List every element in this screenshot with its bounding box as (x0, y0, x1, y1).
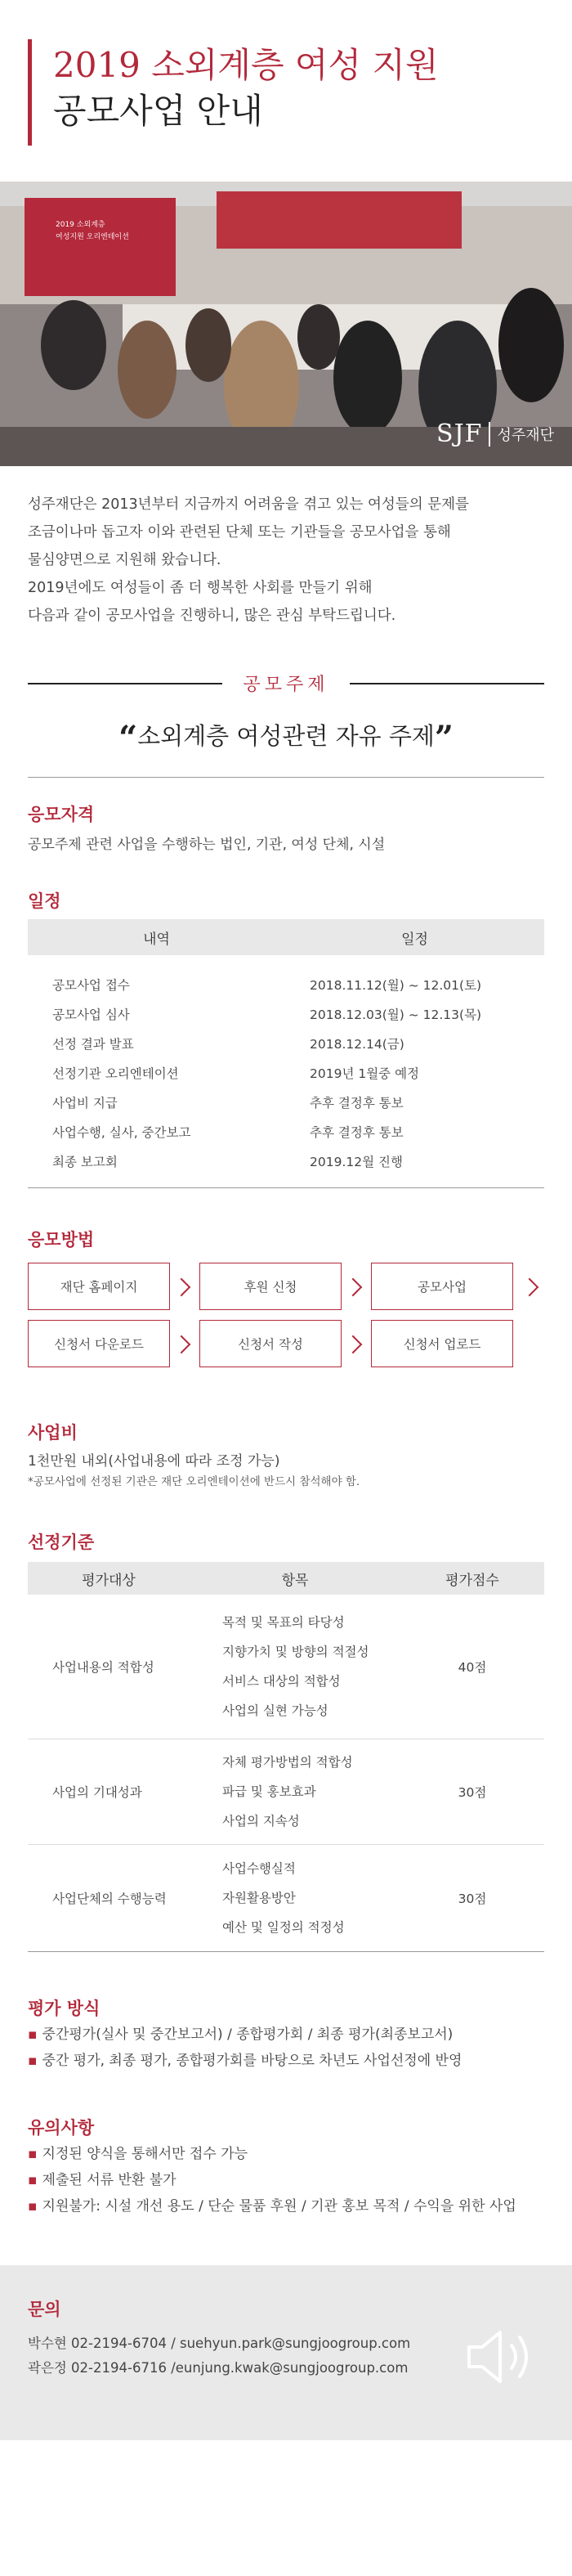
step-public-project: 공모사업 (371, 1263, 513, 1310)
criteria-target: 사업단체의 수행능력 (52, 1892, 167, 1906)
chevron-right-icon (344, 1278, 363, 1297)
criteria-item: 파급 및 홍보효과 (222, 1784, 316, 1799)
table-row (28, 1058, 544, 1088)
list-item (28, 2167, 551, 2193)
list-item-text: 중간평가(실사 및 중간보고서) / 종합평가회 / 최종 평가(최종보고서) (42, 2026, 454, 2043)
table-cell: 추후 결정후 통보 (310, 1096, 404, 1111)
table-cell: 2018.11.12(월) ~ 12.01(토) (310, 978, 482, 993)
notes-list (28, 2141, 551, 2219)
budget-note: *공모사업에 선정된 기관은 재단 오리엔테이션에 반드시 참석해야 함. (28, 1475, 360, 1488)
topic-text: 소외계층 여성관련 자유 주제 (137, 722, 435, 750)
criteria-target: 사업내용의 적합성 (52, 1660, 154, 1675)
criteria-item: 자원활용방안 (222, 1891, 296, 1905)
list-item (28, 2048, 551, 2074)
list-item-text: 중간 평가, 최종 평가, 종합평가회를 바탕으로 차년도 사업선정에 반영 (42, 2053, 463, 2069)
criteria-target: 사업의 기대성과 (52, 1785, 142, 1800)
chevron-right-icon (172, 1335, 191, 1354)
method-title: 응모방법 (28, 1230, 95, 1250)
page-header (28, 39, 534, 146)
table-cell: 공모사업 심사 (52, 1008, 130, 1022)
topic-heading (28, 671, 544, 695)
column-header: 내역 (143, 931, 170, 948)
schedule-table (28, 919, 544, 1188)
criteria-item: 지향가치 및 방향의 적절성 (222, 1645, 369, 1659)
divider (350, 683, 544, 684)
intro-line: 다음과 같이 공모사업을 진행하니, 많은 관심 부탁드립니다. (28, 608, 396, 624)
table-row (28, 1117, 544, 1147)
column-header: 항목 (281, 1572, 309, 1589)
table-cell: 선정 결과 발표 (52, 1037, 134, 1052)
criteria-item: 서비스 대상의 적합성 (222, 1674, 341, 1689)
step-download-form: 신청서 다운로드 (28, 1320, 170, 1367)
table-header (28, 1562, 544, 1595)
intro-text (28, 491, 551, 630)
criteria-item: 목적 및 목표의 타당성 (222, 1615, 345, 1630)
event-photo (0, 182, 572, 466)
table-cell: 공모사업 접수 (52, 978, 130, 993)
contact-panel (0, 2265, 572, 2440)
table-header (28, 919, 544, 955)
divider (28, 777, 544, 778)
list-item (28, 2193, 551, 2219)
topic-statement (28, 718, 544, 757)
contact-title: 문의 (28, 2300, 61, 2319)
step-upload-form: 신청서 업로드 (371, 1320, 513, 1367)
table-row (28, 1739, 544, 1845)
intro-line: 성주재단은 2013년부터 지금까지 어려움을 겪고 있는 여성들의 문제를 (28, 496, 469, 513)
table-cell: 선정기관 오리엔테이션 (52, 1066, 179, 1081)
criteria-items (190, 1739, 400, 1844)
list-item-text: 지정된 양식을 통해서만 접수 가능 (42, 2146, 248, 2162)
contact-line: 곽은정 02-2194-6716 /eunjung.kwak@sungjoogroup.com (28, 2360, 409, 2376)
intro-line: 조금이나마 돕고자 이와 관련된 단체 또는 기관들을 공모사업을 통해 (28, 524, 451, 541)
list-item (28, 2141, 551, 2167)
open-quote: “ (118, 719, 138, 757)
eligibility-title: 응모자격 (28, 805, 95, 824)
list-item-text: 제출된 서류 반환 불가 (42, 2172, 177, 2188)
sjf-logo (436, 420, 554, 448)
close-quote: ” (434, 719, 454, 757)
intro-line: 2019년에도 여성들이 좀 더 행복한 사회를 만들기 위해 (28, 580, 373, 596)
table-row (28, 1845, 544, 1952)
logo-divider (489, 422, 490, 447)
table-row (28, 1029, 544, 1058)
screen-text-2: 여성지원 오리엔테이션 (56, 233, 129, 241)
chevron-right-icon (344, 1335, 363, 1354)
table-row (28, 999, 544, 1029)
logo-mark: SJF (436, 420, 483, 448)
budget-text: 1천만원 내외(사업내용에 따라 조정 가능) (28, 1453, 280, 1470)
table-cell: 2018.12.03(월) ~ 12.13(목) (310, 1008, 482, 1022)
criteria-items (190, 1595, 400, 1739)
criteria-table (28, 1562, 544, 1952)
speaker-icon (464, 2324, 538, 2390)
title-line-2: 공모사업 안내 (53, 91, 263, 131)
logo-name: 성주재단 (497, 426, 554, 444)
step-sponsor-apply: 후원 신청 (199, 1263, 342, 1310)
table-cell: 사업수행, 실사, 중간보고 (52, 1125, 191, 1140)
column-header: 일정 (401, 931, 428, 948)
evaluation-title: 평가 방식 (28, 1999, 101, 2018)
table-cell: 최종 보고회 (52, 1155, 118, 1169)
bullet-icon: ▪ (28, 2198, 38, 2215)
criteria-item: 자체 평가방법의 적합성 (222, 1755, 353, 1770)
criteria-item: 예산 및 일정의 적정성 (222, 1920, 345, 1935)
step-homepage: 재단 홈페이지 (28, 1263, 170, 1310)
column-header: 평가점수 (445, 1572, 499, 1589)
intro-line: 물심양면으로 지원해 왔습니다. (28, 552, 221, 568)
divider (28, 1187, 544, 1188)
bullet-icon: ▪ (28, 2146, 38, 2162)
table-row (28, 1088, 544, 1117)
criteria-title: 선정기준 (28, 1533, 95, 1552)
schedule-title: 일정 (28, 891, 61, 911)
criteria-score: 40점 (458, 1660, 487, 1675)
notes-title: 유의사항 (28, 2118, 95, 2138)
table-cell: 2018.12.14(금) (310, 1037, 404, 1052)
title-line-1: 2019 소외계층 여성 지원 (53, 45, 439, 85)
table-row (28, 1595, 544, 1739)
bullet-icon: ▪ (28, 2026, 38, 2043)
criteria-items (190, 1845, 400, 1951)
criteria-score: 30점 (458, 1785, 487, 1800)
screen-text-1: 2019 소외계층 (56, 221, 105, 229)
eligibility-text: 공모주제 관련 사업을 수행하는 법인, 기관, 여성 단체, 시설 (28, 837, 386, 853)
table-row (28, 1147, 544, 1176)
table-cell: 2019.12월 진행 (310, 1155, 403, 1169)
step-write-form: 신청서 작성 (199, 1320, 342, 1367)
topic-heading-text: 공모주제 (243, 675, 329, 695)
budget-title: 사업비 (28, 1423, 78, 1443)
contact-line: 박수현 02-2194-6704 / suehyun.park@sungjoogroup.com (28, 2336, 411, 2351)
table-cell: 추후 결정후 통보 (310, 1125, 404, 1140)
criteria-score: 30점 (458, 1892, 487, 1906)
table-cell: 2019년 1월중 예정 (310, 1066, 420, 1081)
criteria-item: 사업의 실현 가능성 (222, 1703, 328, 1718)
bullet-icon: ▪ (28, 2172, 38, 2188)
criteria-item: 사업수행실적 (222, 1861, 296, 1876)
table-cell: 사업비 지급 (52, 1096, 118, 1111)
chevron-right-icon (172, 1278, 191, 1297)
list-item-text: 지원불가: 시설 개선 용도 / 단순 물품 후원 / 기관 홍보 목적 / 수익을 위한 사업 (42, 2198, 516, 2215)
bullet-icon: ▪ (28, 2053, 38, 2069)
table-row (28, 970, 544, 999)
list-item (28, 2022, 551, 2048)
evaluation-list (28, 2022, 551, 2074)
chevron-right-icon (521, 1278, 539, 1297)
column-header: 평가대상 (82, 1572, 136, 1589)
criteria-item: 사업의 지속성 (222, 1814, 300, 1829)
